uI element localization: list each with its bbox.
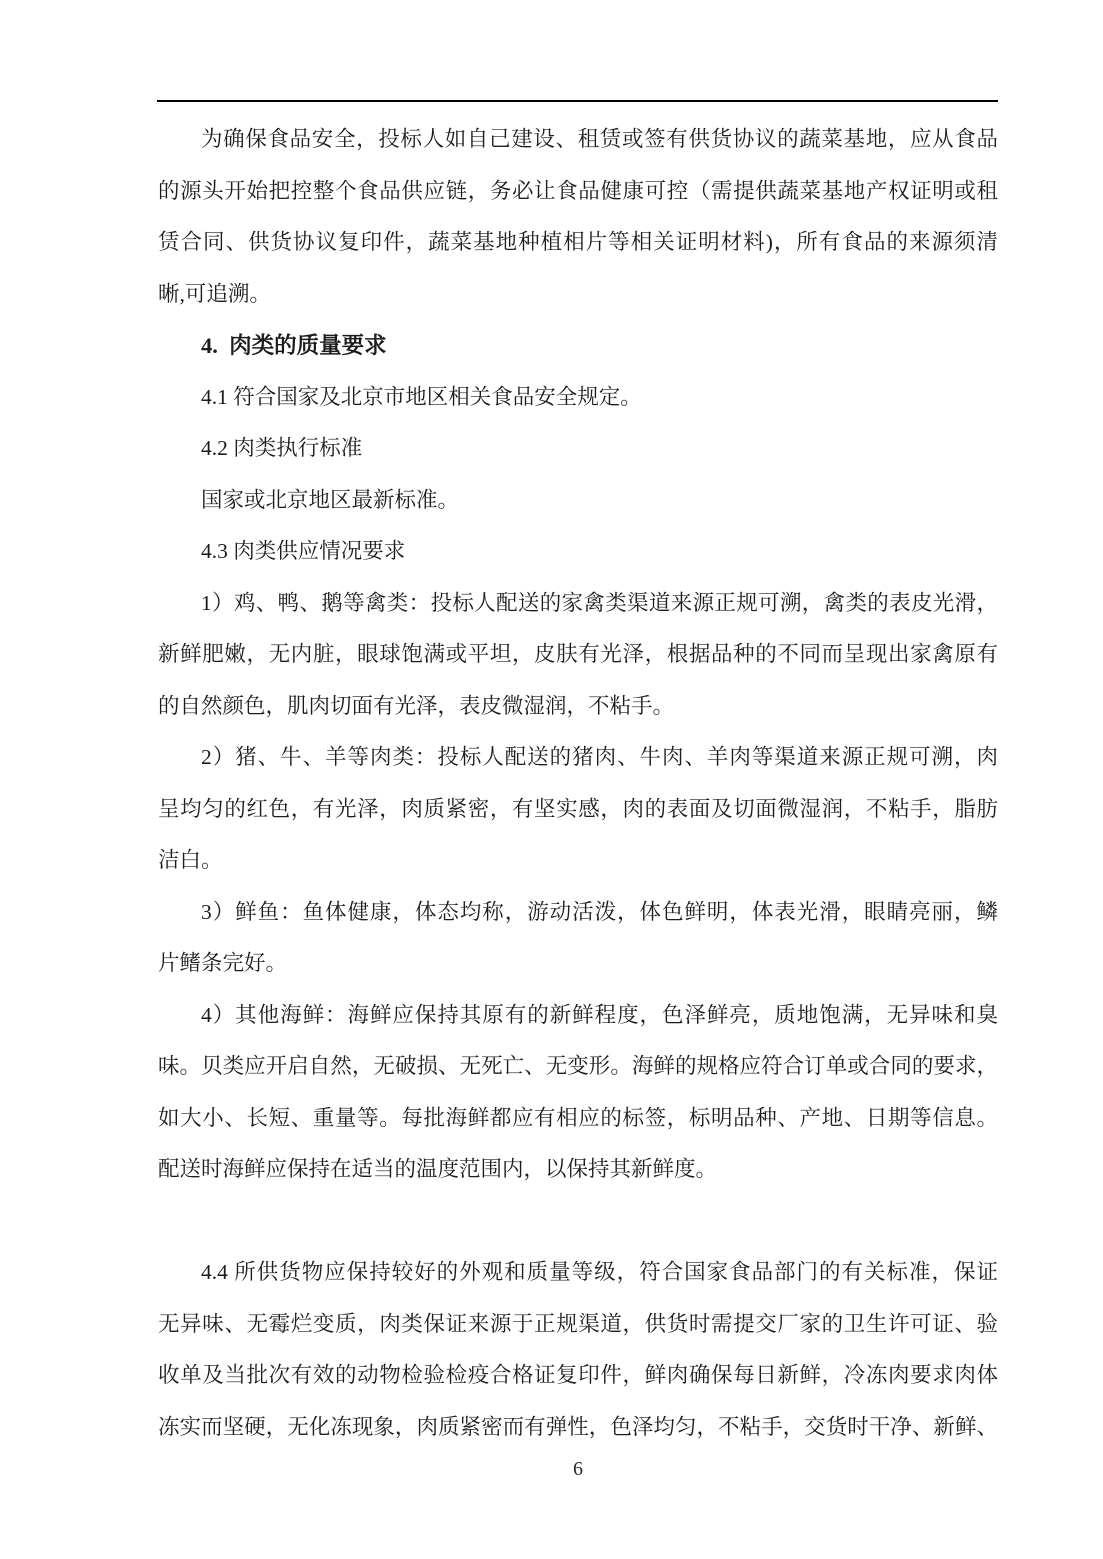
text-line: 赁合同、供货协议复印件，蔬菜基地种植相片等相关证明材料)，所有食品的来源须清	[158, 230, 998, 254]
text-line: 3）鲜鱼：鱼体健康，体态均称，游动活泼，体色鲜明，体表光滑，眼睛亮丽，鳞	[201, 899, 998, 924]
paragraph-poultry	[158, 578, 998, 733]
text-line: 4.1 符合国家及北京市地区相关食品安全规定。	[201, 384, 642, 409]
header-rule	[157, 100, 998, 102]
text-line: 4.4 所供货物应保持较好的外观和质量等级，符合国家食品部门的有关标准，保证	[201, 1260, 998, 1284]
text-line: 冻实而坚硬，无化冻现象，肉质紧密而有弹性，色泽均匀，不粘手，交货时干净、新鲜、	[158, 1414, 998, 1439]
paragraph-intro	[158, 114, 998, 320]
paragraph-heading-4	[158, 320, 998, 372]
paragraph-meat	[158, 732, 998, 887]
text-line: 国家或北京地区最新标准。	[201, 487, 460, 512]
paragraph-item-4-4	[158, 1247, 998, 1453]
text-line: 4. 肉类的质量要求	[201, 333, 387, 358]
text-line: 的源头开始把控整个食品供应链，务必让食品健康可控（需提供蔬菜基地产权证明或租	[158, 178, 998, 203]
paragraph-standard-note	[158, 475, 998, 527]
document-content	[158, 114, 998, 1453]
text-line: 4.3 肉类供应情况要求	[201, 539, 406, 563]
paragraph-fish	[158, 887, 998, 990]
text-line: 无异味、无霉烂变质，肉类保证来源于正规渠道，供货时需提交厂家的卫生许可证、验	[158, 1311, 998, 1336]
text-line: 片鳍条完好。	[158, 951, 288, 975]
paragraph-spacer	[158, 1196, 998, 1248]
text-line: 1）鸡、鸭、鹅等禽类：投标人配送的家禽类渠道来源正规可溯，禽类的表皮光滑，	[201, 590, 998, 615]
paragraph-seafood	[158, 990, 998, 1196]
text-line: 味。贝类应开启自然，无破损、无死亡、无变形。海鲜的规格应符合订单或合同的要求，	[158, 1054, 998, 1078]
text-line: 的自然颜色，肌肉切面有光泽，表皮微湿润，不粘手。	[158, 693, 675, 718]
text-line: 洁白。	[158, 848, 223, 872]
text-line: 收单及当批次有效的动物检验检疫合格证复印件，鲜肉确保每日新鲜，冷冻肉要求肉体	[158, 1363, 998, 1387]
page-number: 6	[573, 1458, 583, 1480]
text-line: 如大小、长短、重量等。每批海鲜都应有相应的标签，标明品种、产地、日期等信息。	[158, 1105, 998, 1130]
paragraph-item-4-3	[158, 526, 998, 578]
text-line: 配送时海鲜应保持在适当的温度范围内，以保持其新鲜度。	[158, 1157, 718, 1181]
text-line: 新鲜肥嫩，无内脏，眼球饱满或平坦，皮肤有光泽，根据品种的不同而呈现出家禽原有	[158, 642, 998, 666]
text-line	[158, 1196, 998, 1248]
paragraph-item-4-2	[158, 423, 998, 475]
text-line: 4）其他海鲜：海鲜应保持其原有的新鲜程度，色泽鲜亮，质地饱满，无异味和臭	[201, 1002, 998, 1027]
text-line: 呈均匀的红色，有光泽，肉质紧密，有坚实感，肉的表面及切面微湿润，不粘手，脂肪	[158, 796, 998, 821]
paragraph-item-4-1	[158, 372, 998, 424]
text-line: 4.2 肉类执行标准	[201, 436, 363, 460]
text-line: 为确保食品安全，投标人如自己建设、租赁或签有供货协议的蔬菜基地，应从食品	[201, 127, 998, 151]
text-line: 晰,可追溯。	[158, 281, 271, 306]
text-line: 2）猪、牛、羊等肉类：投标人配送的猪肉、牛肉、羊肉等渠道来源正规可溯，肉	[201, 745, 998, 769]
